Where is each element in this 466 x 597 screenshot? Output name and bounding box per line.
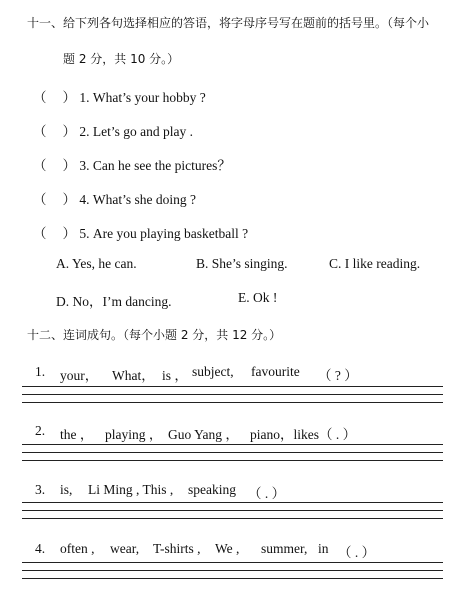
question-text: 2. Let’s go and play . [79,124,193,139]
option-d: D. No，I’m dancing. [56,294,172,309]
word-token: What， [112,368,155,383]
question-text: 1. What’s your hobby ? [79,90,206,105]
word-token: Li Ming , This , [88,482,174,497]
word-token: the ， [60,427,94,442]
question-row-1 [33,86,206,106]
word-token: We , [215,541,240,556]
section-11-heading-line2: 题 2 分，共 10 分。） [63,52,180,66]
word-token: is ， [162,368,188,383]
item-number: 4. [35,541,46,556]
question-row-2 [33,120,193,140]
question-row-3 [33,154,231,174]
answer-bracket-close: ） [62,124,76,139]
word-token: often , [60,541,95,556]
word-token: wear, [110,541,140,556]
item-number: 3. [35,482,46,497]
word-token: subject, [192,364,234,379]
word-token: （ . ） [338,545,376,560]
word-token: favourite [251,364,300,379]
answer-bracket-close: ） [62,192,76,207]
answer-bracket-close: ） [62,226,76,241]
question-text: 4. What’s she doing ? [79,192,196,207]
writing-line [22,578,443,579]
answer-bracket-open[interactable]: （ [33,124,47,139]
word-token: （ ? ） [318,368,358,383]
item-number: 1. [35,364,46,379]
word-token: in [318,541,329,556]
answer-bracket-open[interactable]: （ [33,192,47,207]
writing-line [22,402,443,403]
option-e: E. Ok ! [238,290,278,305]
writing-line [22,562,443,563]
section-12-heading: 十二、连词成句。（每个小题 2 分，共 12 分。） [27,328,282,342]
writing-line [22,444,443,445]
question-row-5 [33,222,248,242]
item-number: 2. [35,423,46,438]
word-token: Guo Yang ， [168,427,239,442]
answer-bracket-close: ） [62,158,76,173]
question-text: 5. Are you playing basketball ? [79,226,249,241]
writing-line [22,386,443,387]
word-token: summer, [261,541,308,556]
word-token: piano，likes（ . ） [250,427,357,442]
writing-line [22,570,443,571]
option-b: B. She’s singing. [196,256,288,271]
writing-line [22,502,443,503]
word-token: is, [60,482,73,497]
word-token: your， [60,368,99,383]
writing-line [22,452,443,453]
question-text: 3. Can he see the pictures？ [79,158,231,173]
word-token: playing ， [105,427,163,442]
word-token: T-shirts , [153,541,201,556]
option-a: A. Yes, he can. [56,256,137,271]
word-token: （ . ） [248,486,286,501]
option-c: C. I like reading. [329,256,421,271]
answer-bracket-open[interactable]: （ [33,226,47,241]
writing-line [22,518,443,519]
answer-bracket-open[interactable]: （ [33,158,47,173]
question-row-4 [33,188,196,208]
section-11-heading-line1: 十一、给下列各句选择相应的答语，将字母序号写在题前的括号里。（每个小 [27,16,430,30]
word-token: speaking [188,482,236,497]
answer-bracket-close: ） [62,90,76,105]
writing-line [22,460,443,461]
answer-bracket-open[interactable]: （ [33,90,47,105]
writing-line [22,510,443,511]
writing-line [22,394,443,395]
